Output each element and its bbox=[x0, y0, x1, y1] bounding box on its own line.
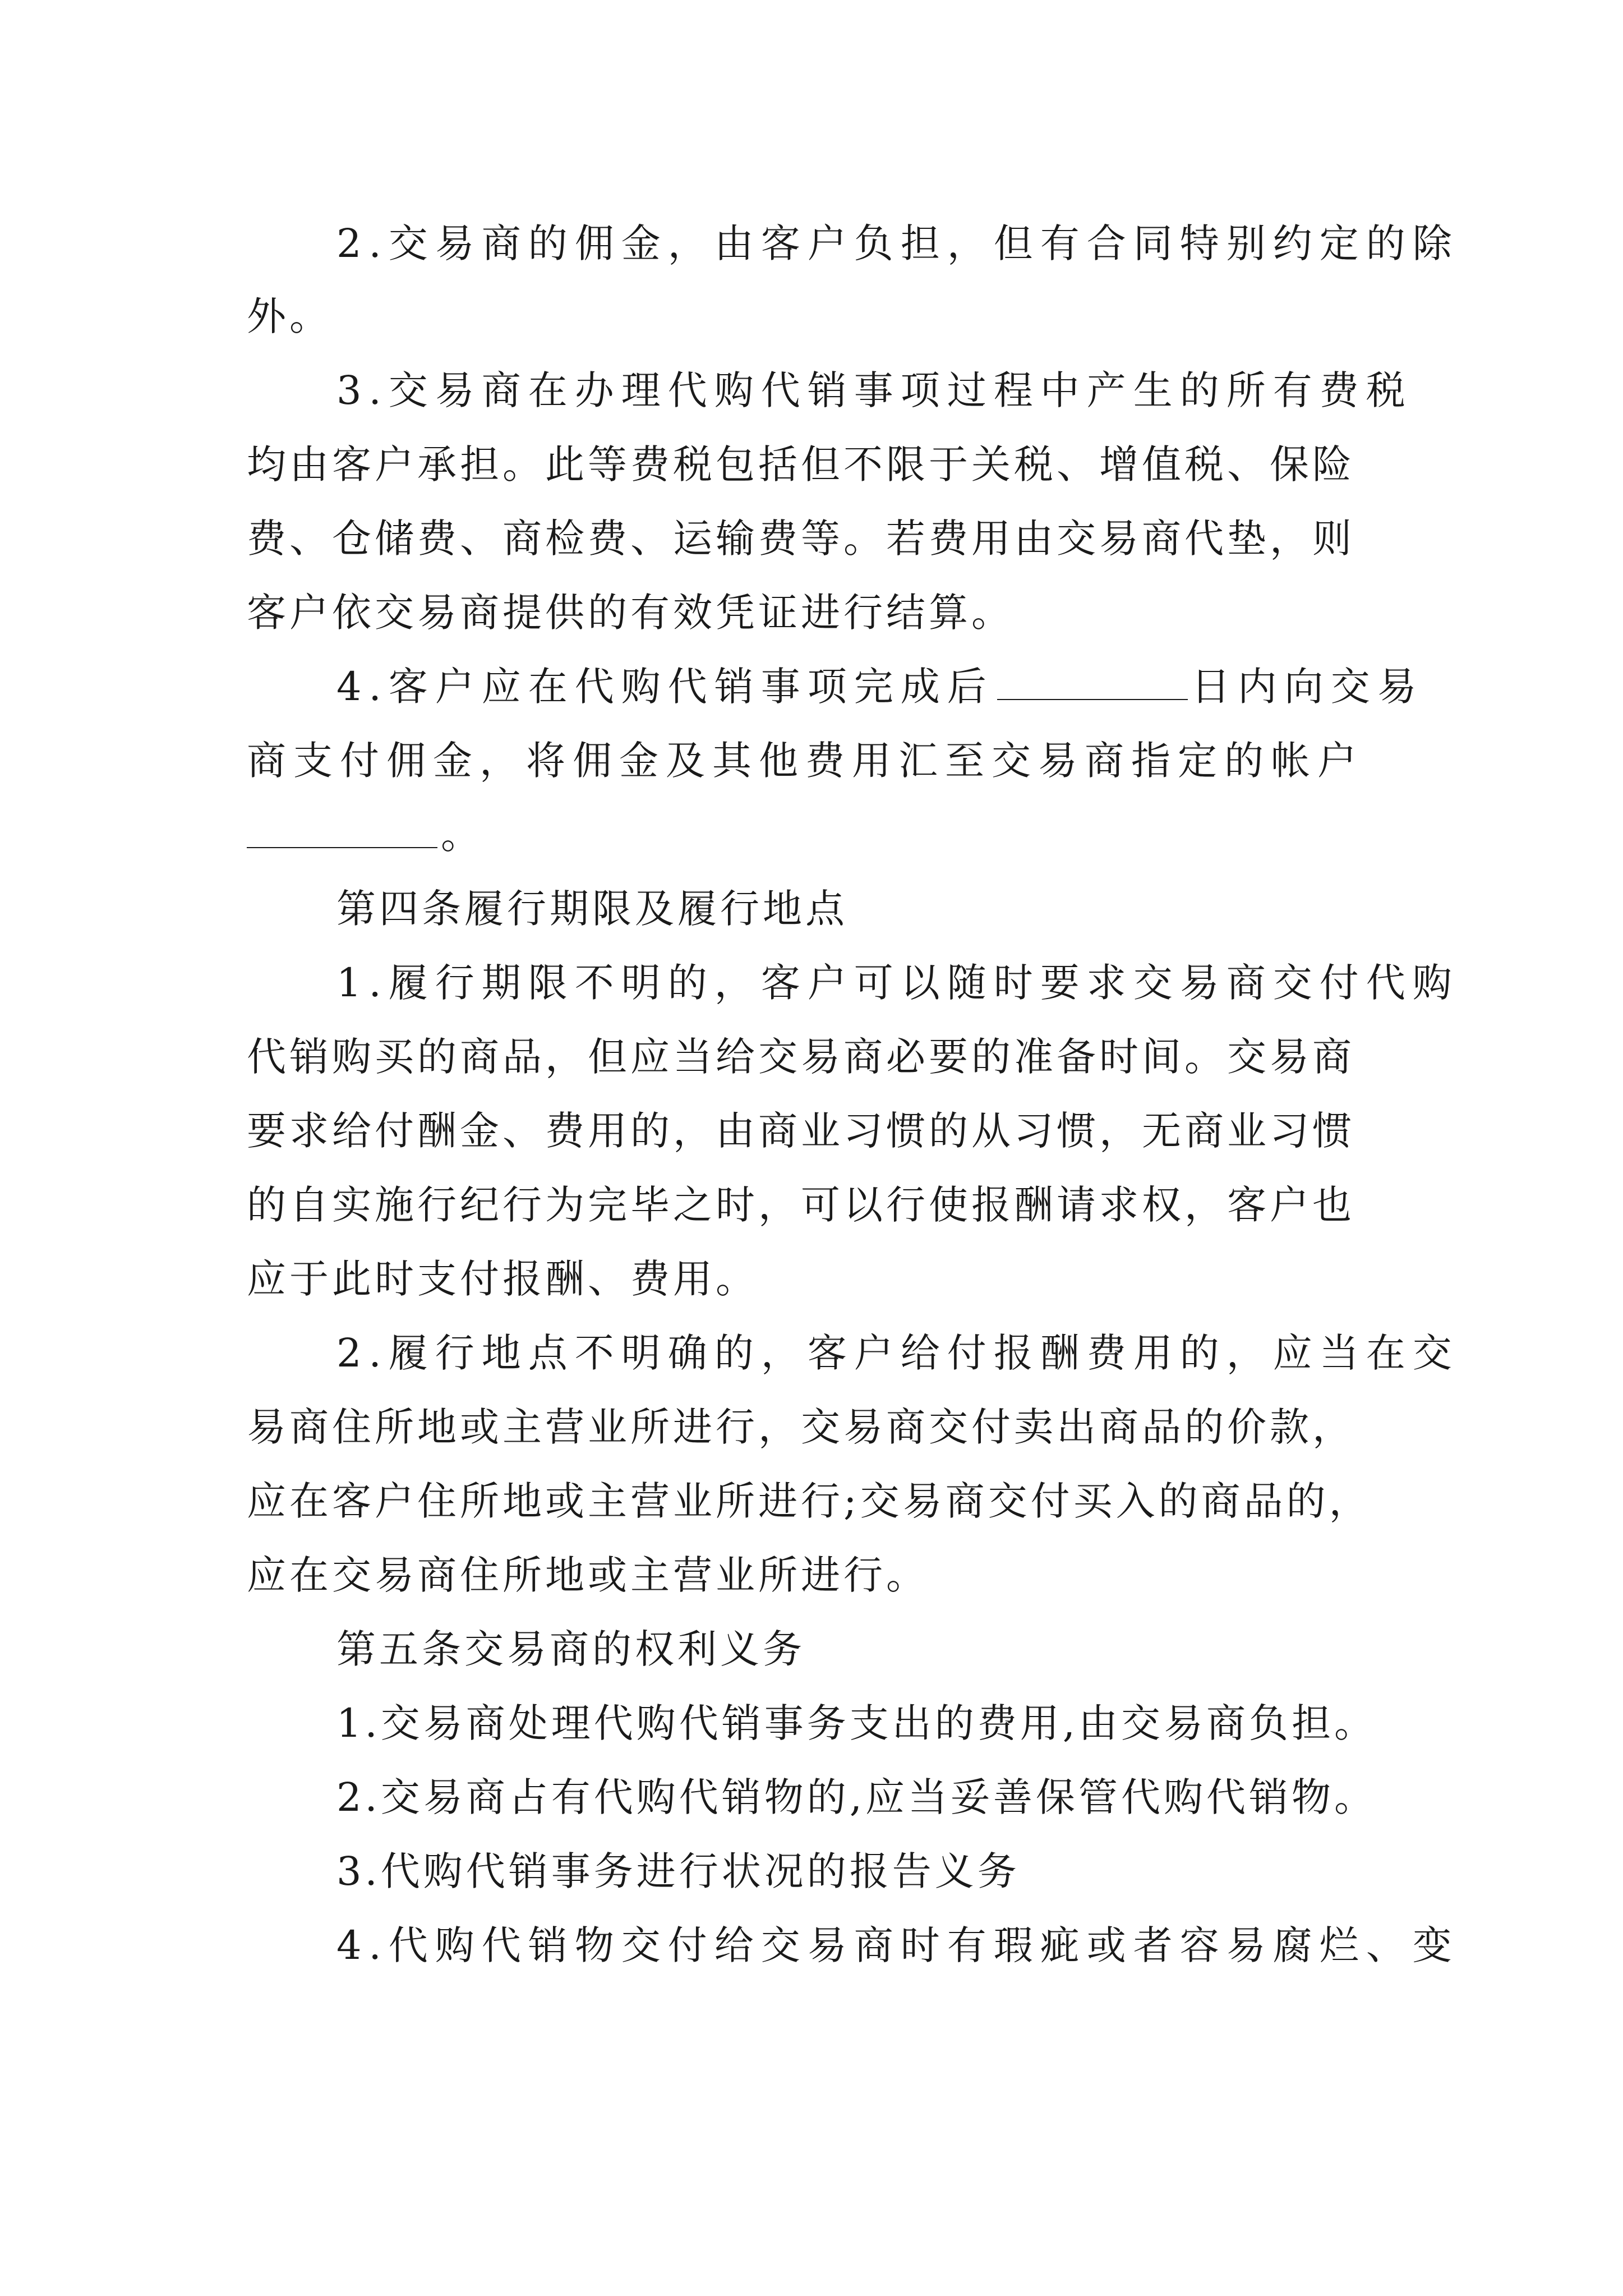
s3-item4-line3 bbox=[247, 808, 483, 862]
days-blank-field bbox=[997, 664, 1188, 700]
account-blank-field bbox=[247, 812, 437, 848]
s5-item2: 2.交易商占有代购代销物的,应当妥善保管代购代销物。 bbox=[336, 1774, 1377, 1820]
s4-item1-line1: 1.履行期限不明的，客户可以随时要求交易商交付代购 bbox=[336, 960, 1459, 1006]
s3-item3-line2: 均由客户承担。此等费税包括但不限于关税、增值税、保险 bbox=[247, 441, 1355, 487]
s3-item3-line3: 费、仓储费、商检费、运输费等。若费用由交易商代垫，则 bbox=[247, 516, 1355, 562]
s4-item2-line2: 易商住所地或主营业所进行，交易商交付卖出商品的价款， bbox=[247, 1404, 1355, 1450]
s5-item3: 3.代购代销事务进行状况的报告义务 bbox=[336, 1848, 1020, 1894]
s4-item1-line5: 应于此时支付报酬、费用。 bbox=[247, 1256, 758, 1302]
s4-item2-line3: 应在客户住所地或主营业所进行;交易商交付买入的商品的， bbox=[247, 1478, 1372, 1524]
s3-item4-line2: 商支付佣金，将佣金及其他费用汇至交易商指定的帐户 bbox=[247, 738, 1364, 784]
s5-item4-line1: 4.代购代销物交付给交易商时有瑕疵或者容易腐烂、变 bbox=[336, 1922, 1459, 1968]
s3-item3-line4: 客户依交易商提供的有效凭证进行结算。 bbox=[247, 590, 1014, 636]
section5-heading: 第五条交易商的权利义务 bbox=[336, 1626, 805, 1672]
s3-item3-line1: 3.交易商在办理代购代销事项过程中产生的所有费税 bbox=[336, 367, 1413, 413]
s4-item1-line2: 代销购买的商品，但应当给交易商必要的准备时间。交易商 bbox=[247, 1034, 1355, 1080]
s3-item4-line3-end: 。 bbox=[441, 812, 483, 858]
s4-item1-line4: 的自实施行纪行为完毕之时，可以行使报酬请求权，客户也 bbox=[247, 1182, 1355, 1228]
s3-item2-line1: 2.交易商的佣金，由客户负担，但有合同特别约定的除 bbox=[336, 220, 1459, 266]
s3-item2-line2: 外。 bbox=[247, 293, 332, 339]
s3-item4-line1 bbox=[336, 660, 1424, 714]
section4-heading: 第四条履行期限及履行地点 bbox=[336, 886, 848, 932]
s3-item4-line1-after: 日内向交易 bbox=[1191, 664, 1424, 710]
s4-item1-line3: 要求给付酬金、费用的，由商业习惯的从习惯，无商业习惯 bbox=[247, 1108, 1355, 1154]
s5-item1: 1.交易商处理代购代销事务支出的费用,由交易商负担。 bbox=[336, 1700, 1377, 1746]
s3-item4-line1-before: 4.客户应在代购代销事项完成后 bbox=[336, 664, 994, 710]
s4-item2-line4: 应在交易商住所地或主营业所进行。 bbox=[247, 1552, 929, 1598]
s4-item2-line1: 2.履行地点不明确的，客户给付报酬费用的，应当在交 bbox=[336, 1330, 1459, 1376]
